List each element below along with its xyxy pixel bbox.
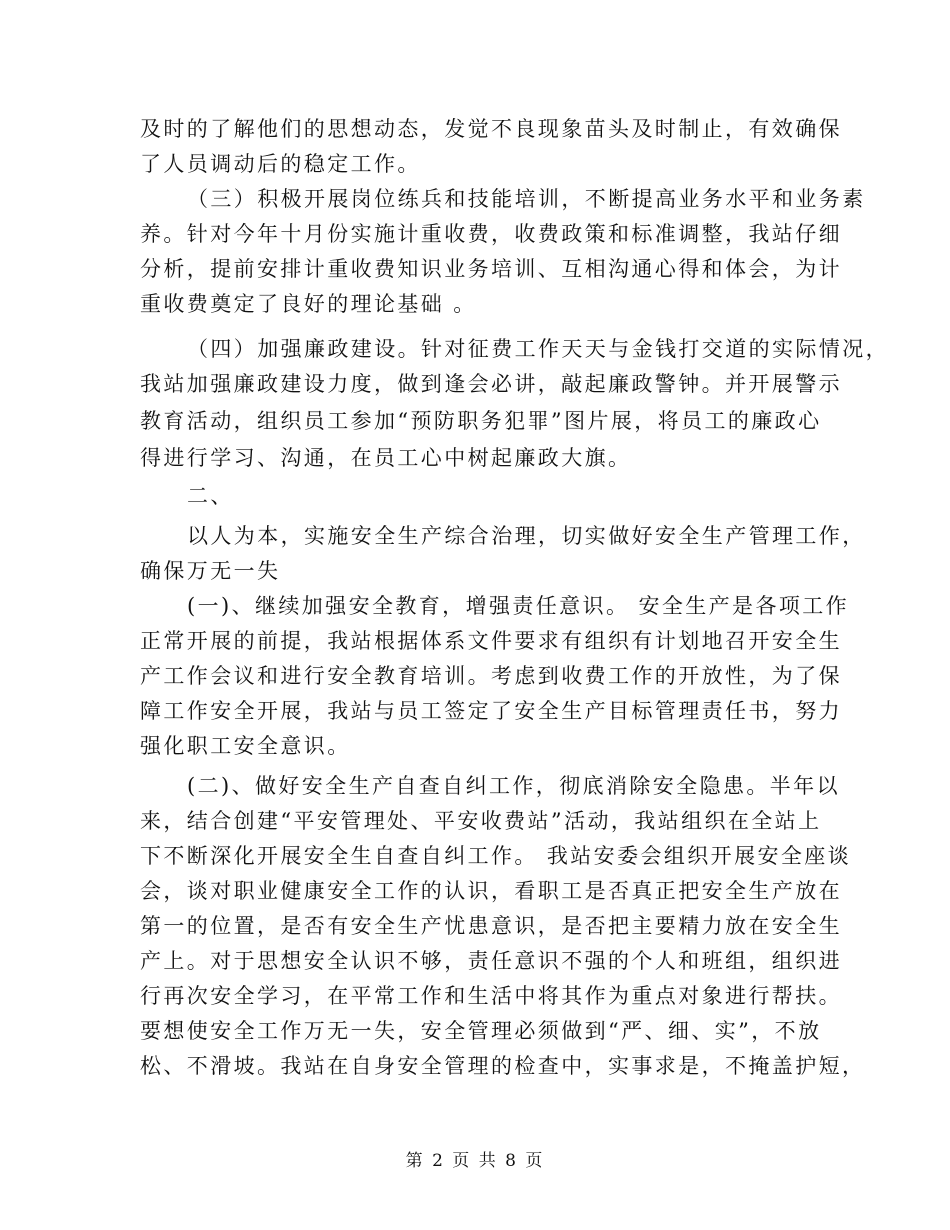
body-text-line: 强化职工安全意识。 — [140, 734, 351, 758]
body-text-line: 教育活动，组织员工参加“预防职务犯罪”图片展，将员工的廉政心 — [140, 409, 822, 433]
body-text-line: 养。针对今年十月份实施计重收费，收费政策和标准调整，我站仔细 — [140, 222, 842, 246]
body-text-line: 第一的位置，是否有安全生产忧患意识，是否把主要精力放在安全生 — [140, 914, 842, 938]
section-heading: 二、 — [187, 484, 234, 508]
body-text-line: 正常开展的前提，我站根据体系文件要求有组织有计划地召开安全生 — [140, 629, 842, 653]
body-text-line: 下不断深化开展安全生自查自纠工作。 我站安委会组织开展安全座谈 — [140, 844, 852, 868]
body-text-line: 会，谈对职业健康安全工作的认识，看职工是否真正把安全生产放在 — [140, 879, 842, 903]
body-text-line: 及时的了解他们的思想动态，发觉不良现象苗头及时制止，有效确保 — [140, 117, 842, 141]
body-text-line: （四）加强廉政建设。针对征费工作天天与金钱打交道的实际情况， — [187, 337, 889, 361]
body-text-line: 来，结合创建“平安管理处、平安收费站”活动，我站组织在全站上 — [140, 809, 822, 833]
section-heading: 确保万无一失 — [140, 559, 281, 583]
body-text-line: 得进行学习、沟通，在员工心中树起廉政大旗。 — [140, 446, 632, 470]
section-heading: 以人为本，实施安全生产综合治理，切实做好安全生产管理工作， — [187, 524, 866, 548]
body-text-line: (二)、做好安全生产自查自纠工作，彻底消除安全隐患。半年以 — [187, 774, 840, 798]
body-text-line: (一)、继续加强安全教育，增强责任意识。 安全生产是各项工作 — [187, 594, 850, 618]
body-text-line: 松、不滑坡。我站在自身安全管理的检查中，实事求是，不掩盖护短， — [140, 1054, 866, 1078]
body-text-line: 产上。对于思想安全认识不够，责任意识不强的个人和班组，组织进 — [140, 949, 842, 973]
body-text-line: （三）积极开展岗位练兵和技能培训，不断提高业务水平和业务素 — [187, 187, 866, 211]
body-text-line: 障工作安全开展，我站与员工签定了安全生产目标管理责任书，努力 — [140, 699, 842, 723]
page-number-footer: 第 2 页 共 8 页 — [405, 1151, 545, 1171]
body-text-line: 重收费奠定了良好的理论基础 。 — [140, 292, 477, 316]
body-text-line: 产工作会议和进行安全教育培训。考虑到收费工作的开放性，为了保 — [140, 664, 842, 688]
body-text-line: 我站加强廉政建设力度，做到逢会必讲，敲起廉政警钟。并开展警示 — [140, 372, 842, 396]
body-text-line: 要想使安全工作万无一失，安全管理必须做到“严、细、实”，不放 — [140, 1019, 822, 1043]
body-text-line: 行再次安全学习，在平常工作和生活中将其作为重点对象进行帮扶。 — [140, 984, 842, 1008]
body-text-line: 了人员调动后的稳定工作。 — [140, 152, 421, 176]
body-text-line: 分析，提前安排计重收费知识业务培训、互相沟通心得和体会，为计 — [140, 257, 842, 281]
